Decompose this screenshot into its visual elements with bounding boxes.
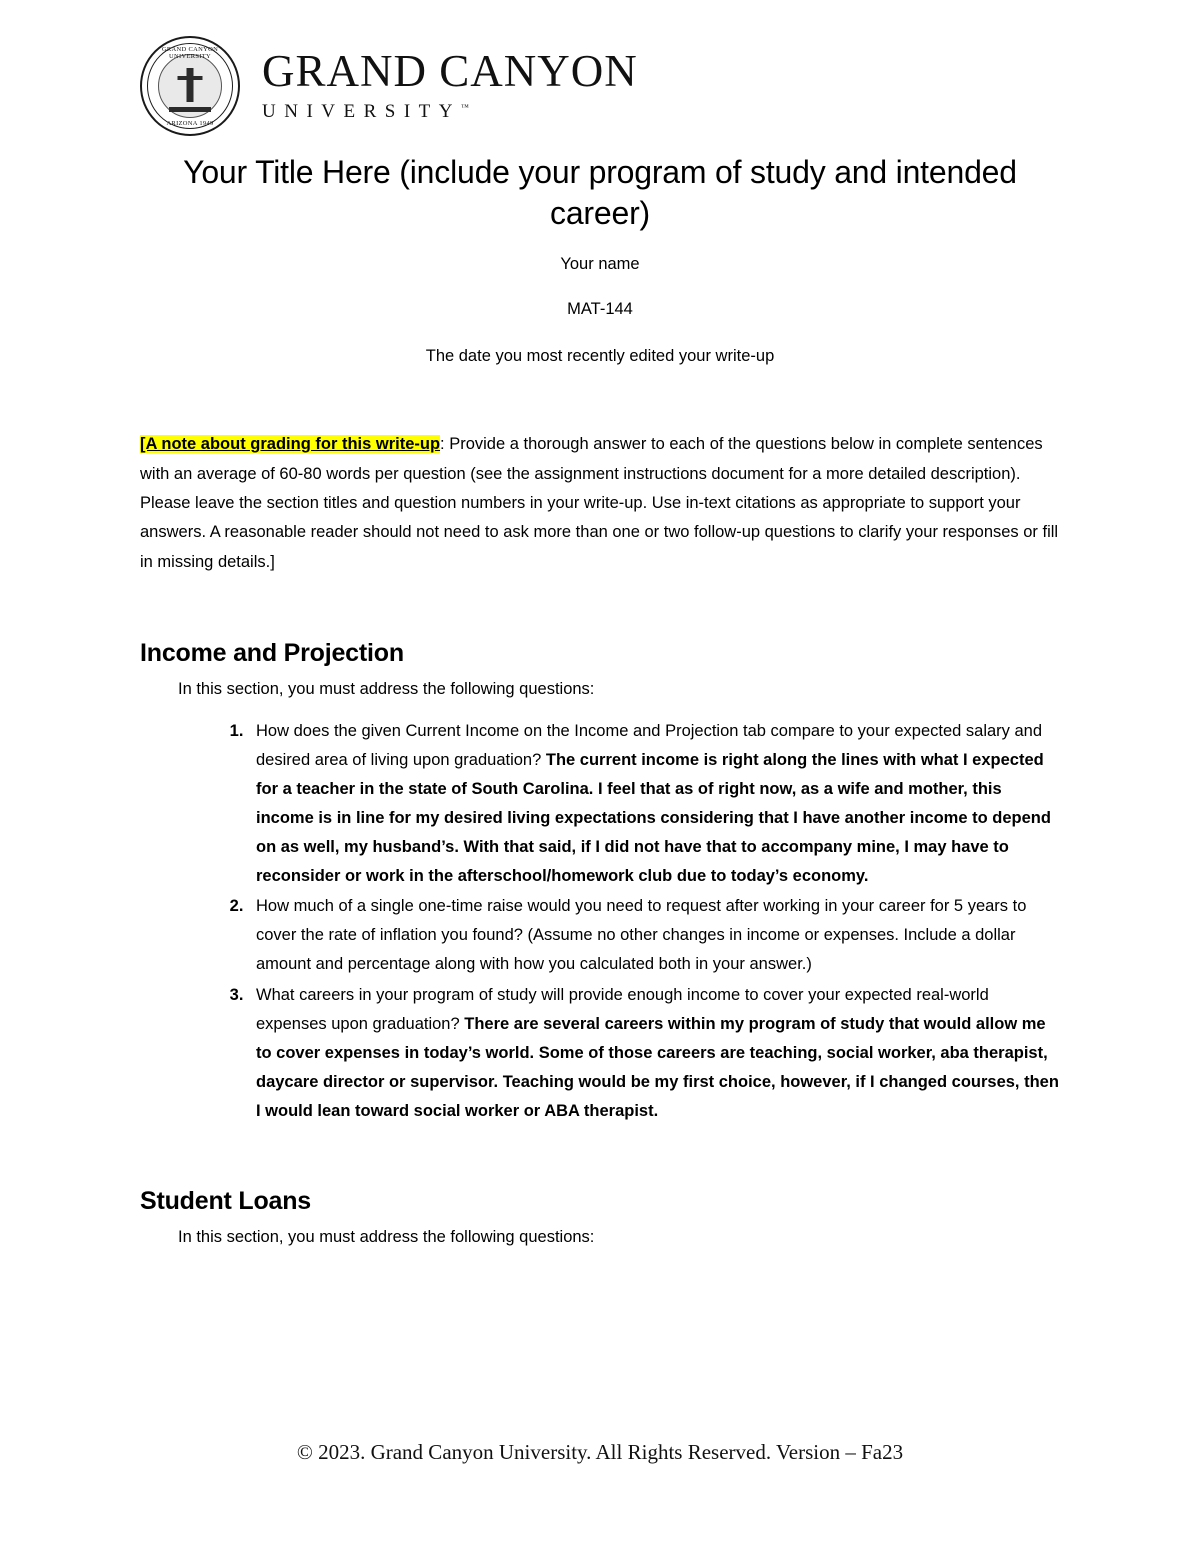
page-footer: © 2023. Grand Canyon University. All Rights Reserved. Version – Fa23 <box>296 1440 904 1464</box>
question-prompt: How does the given Current Income on the Income and Projection tab compare to your expected salary and desired area of living upon graduation? <box>256 722 1043 770</box>
question-answer: There are several careers within my program of study that would allow me to cover expenses in today’s world. Some of those careers are teaching, social worker, aba therapist, daycare director or supervisor. Teaching would be my first choice, however, if I changed courses, then I would lean toward social worker or ABA therapist. <box>256 1014 1059 1120</box>
question-answer: The current income is right along the lines with what I expected for a teacher in the state of South Carolina. I feel that as of right now, as a wife and mother, this income is in line for my desired living expectations considering that I have another income to depend on as well, my husband’s. With that said, if I did not have that to accompany mine, I may have to reconsider or work in the afterschool/homework club due to today’s economy. <box>256 751 1051 885</box>
grading-note-body: : Provide a thorough answer to each of the questions below in complete sentences with an average of 60-80 words per question (see the assignment instructions document for a more detailed description). Please leave the section titles and question numbers in your write-up. Use in-text citations as appropriate to support your answers. A reasonable reader should not need to ask more than one or two follow-up questions to clarify your responses or fill in missing details.] <box>140 435 1059 571</box>
document-content <box>140 0 1060 1247</box>
wordmark-sub <box>262 101 638 123</box>
question-prompt: What careers in your program of study will provide enough income to cover your expected real-world expenses upon graduation? <box>256 986 989 1033</box>
course-code: MAT-144 <box>567 300 633 319</box>
section-heading-student-loans: Student Loans <box>140 1187 312 1216</box>
seal-base-graphic <box>169 107 211 112</box>
list-item <box>248 892 1060 979</box>
question-list-income-and-projection <box>140 717 1060 1125</box>
gcu-logo <box>140 0 1060 127</box>
list-item <box>248 981 1060 1125</box>
wordmark-sub-text: UNIVERSITY <box>262 101 461 122</box>
grading-note-highlight: [A note about grading for this write-up <box>140 435 441 454</box>
author-name: Your name <box>560 255 640 274</box>
date-note: The date you most recently edited your write-up <box>425 347 775 366</box>
question-prompt: How much of a single one-time raise would you need to request after working in your career for 5 years to cover the rate of inflation you found? (Assume no other changes in income or expenses. Include a dollar amount and percentage along with how you calculated both in your answer.) <box>256 897 1027 974</box>
trademark-symbol: ™ <box>461 102 469 112</box>
page-title: Your Title Here (include your program of study and intended career) <box>183 154 1017 231</box>
seal-tower-graphic <box>187 68 194 102</box>
university-seal-icon <box>140 36 240 136</box>
gcu-wordmark <box>262 46 638 123</box>
seal-text-bottom: ARIZONA 1949 <box>166 120 214 127</box>
section-intro-student-loans: In this section, you must address the following questions: <box>178 1228 595 1247</box>
section-heading-income-and-projection: Income and Projection <box>140 639 404 668</box>
grading-note-paragraph <box>140 430 1060 577</box>
list-item <box>248 717 1060 890</box>
section-intro-income-and-projection: In this section, you must address the following questions: <box>178 680 595 699</box>
seal-text-top: GRAND CANYON UNIVERSITY <box>161 46 219 60</box>
wordmark-main: GRAND CANYON <box>262 46 638 96</box>
